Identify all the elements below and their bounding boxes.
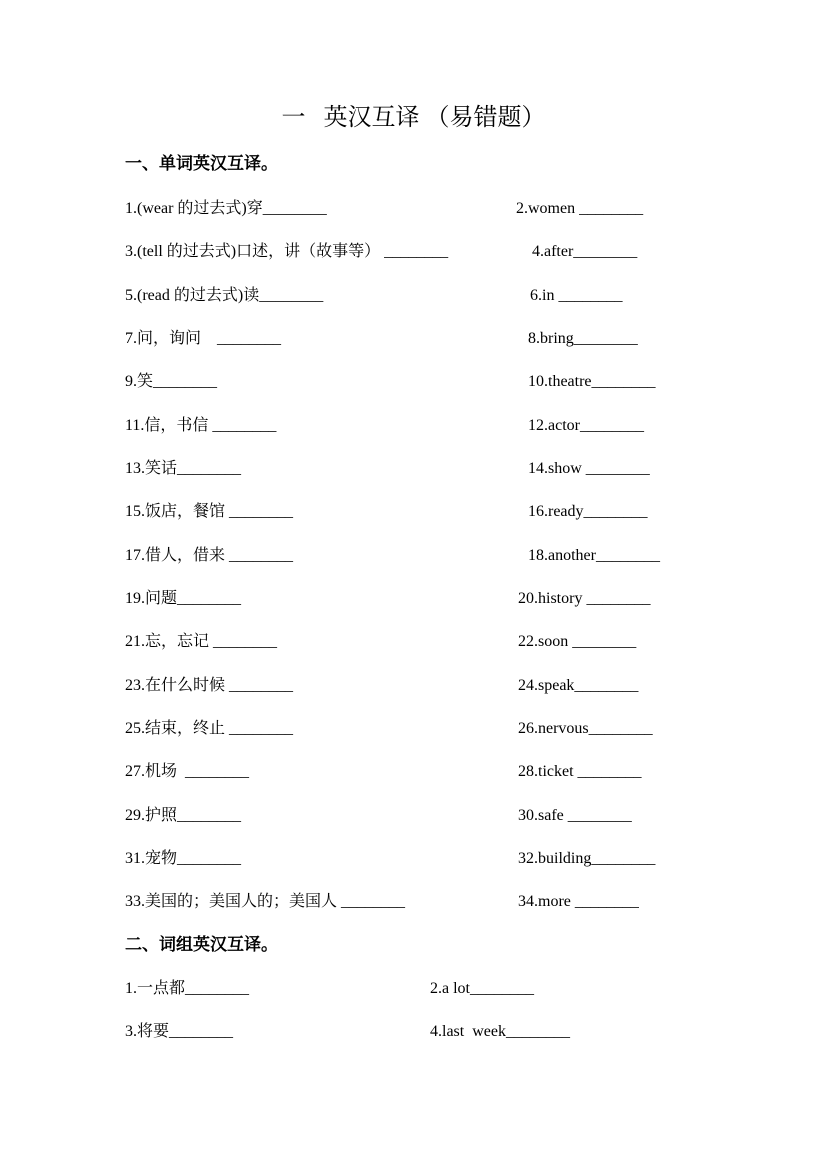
word-item-16: 16.ready________	[528, 503, 648, 520]
word-item-30: 30.safe ________	[518, 807, 632, 824]
word-item-28: 28.ticket ________	[518, 763, 642, 780]
word-item-6: 6.in ________	[530, 287, 623, 304]
word-item-20: 20.history ________	[518, 590, 651, 607]
word-item-5: 5.(read 的过去式)读________	[125, 287, 324, 304]
word-item-7: 7.问，询问 ________	[125, 330, 282, 347]
word-item-32: 32.building________	[518, 850, 656, 867]
phrase-item-4: 4.last week________	[430, 1023, 570, 1040]
word-item-27: 27.机场 ________	[125, 763, 250, 780]
section-heading-phrases: 二、词组英汉互译。	[125, 935, 278, 954]
word-item-9: 9.笑________	[125, 373, 218, 390]
phrase-item-2: 2.a lot________	[430, 980, 534, 997]
word-item-23: 23.在什么时候 ________	[125, 677, 294, 694]
word-item-26: 26.nervous________	[518, 720, 653, 737]
word-item-1: 1.(wear 的过去式)穿________	[125, 200, 327, 217]
word-item-24: 24.speak________	[518, 677, 639, 694]
word-item-11: 11.信，书信 ________	[125, 417, 277, 434]
word-item-2: 2.women ________	[516, 200, 644, 217]
word-item-22: 22.soon ________	[518, 633, 637, 650]
word-item-8: 8.bring________	[528, 330, 638, 347]
page-title: 一 英汉互译 （易错题）	[281, 105, 546, 131]
phrase-item-3: 3.将要________	[125, 1023, 234, 1040]
word-item-12: 12.actor________	[528, 417, 644, 434]
phrase-item-1: 1.一点都________	[125, 980, 250, 997]
word-item-21: 21.忘，忘记 ________	[125, 633, 278, 650]
word-item-15: 15.饭店，餐馆 ________	[125, 503, 294, 520]
word-item-31: 31.宠物________	[125, 850, 242, 867]
word-item-13: 13.笑话________	[125, 460, 242, 477]
word-item-29: 29.护照________	[125, 807, 242, 824]
word-item-3: 3.(tell 的过去式)口述，讲（故事等） ________	[125, 243, 449, 260]
word-item-10: 10.theatre________	[528, 373, 656, 390]
word-item-33: 33.美国的；美国人的；美国人 ________	[125, 893, 406, 910]
word-item-19: 19.问题________	[125, 590, 242, 607]
word-item-4: 4.after________	[532, 243, 638, 260]
word-item-17: 17.借人，借来 ________	[125, 547, 294, 564]
word-item-25: 25.结束，终止 ________	[125, 720, 294, 737]
word-item-18: 18.another________	[528, 547, 660, 564]
section-heading-words: 一、单词英汉互译。	[125, 154, 278, 173]
word-item-14: 14.show ________	[528, 460, 650, 477]
word-item-34: 34.more ________	[518, 893, 639, 910]
